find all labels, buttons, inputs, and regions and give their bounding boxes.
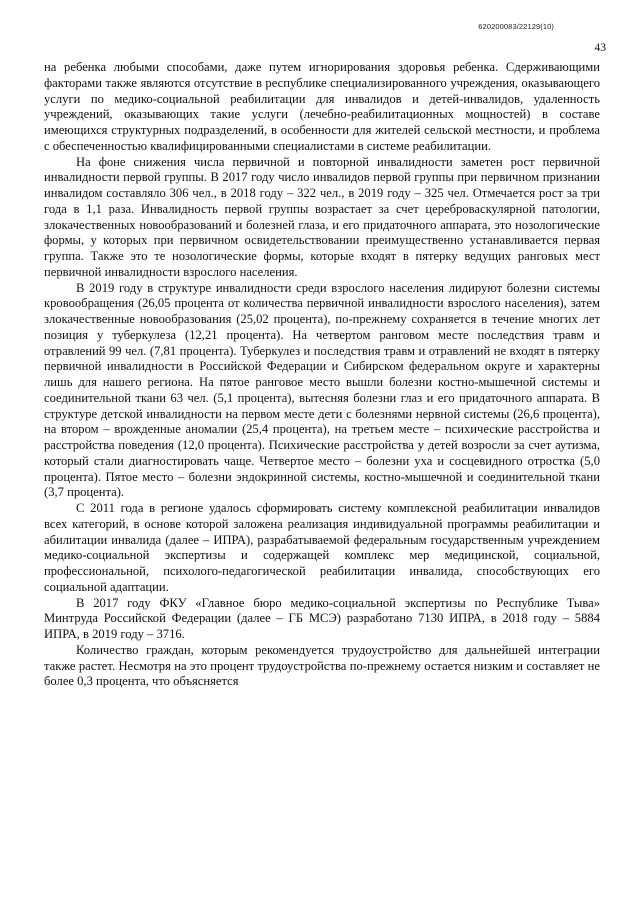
document-id: 620200083/22129(10): [478, 22, 554, 31]
page-number: 43: [594, 42, 606, 54]
paragraph: На фоне снижения числа первичной и повторной инвалидности заметен рост первичной инвалидности первой группы. В 2017 году число инвалидов первой группы при первичном признании инвалидом составляло 306 чел., в 2018 году – 322 чел., в 2019 году – 325 чел. Отмечается рост за три года в 1,1 раза. Инвалидность первой группы возрастает за счет цереброваскулярной патологии, злокачественных новообразований и болезней глаза, и его придаточного аппарата, это нозологические формы, у которых при первичном освидетельствовании преимущественно устанавливается первая группа. Также это те нозологические формы, которые входят в пятерку ведущих ранговых мест первичной инвалидности взрослого населения.: [44, 154, 600, 279]
paragraph-continued: на ребенка любыми способами, даже путем игнорирования здоровья ребенка. Сдерживающими факторами также являются отсутствие в республике специализированного учреждения, оказывающего услуги по медико-социальной реабилитации для инвалидов и детей-инвалидов, удаленность учреждений, оказывающих такие услуги (лечебно-реабилитационных мощностей) в составе имеющихся структурных подразделений, в особенности для жителей сельской местности, и проблема с обеспеченностью квалифицированными специалистами в системе реабилитации.: [44, 60, 600, 153]
paragraph: В 2017 году ФКУ «Главное бюро медико-социальной экспертизы по Республике Тыва» Минтруда Российской Федерации (далее – ГБ МСЭ) разработано 7130 ИПРА, в 2018 году – 5884 ИПРА, в 2019 году – 3716.: [44, 595, 600, 641]
paragraph: Количество граждан, которым рекомендуется трудоустройство для дальнейшей интеграции также растет. Несмотря на это процент трудоустройства по-прежнему остается низким и составляет не более 0,3 процента, что объясняется: [44, 642, 600, 689]
paragraph: В 2019 году в структуре инвалидности среди взрослого населения лидируют болезни системы кровообращения (26,05 процента от количества первичной инвалидности взрослого населения), затем злокачественные новообразования (25,02 процента), по-прежнему сохраняется в течение многих лет позиция у туберкулеза (12,21 процента). На четвертом ранговом месте последствия травм и отравлений 99 чел. (7,81 процента). Туберкулез и последствия травм и отравлений не входят в пятерку первичной инвалидности в Российской Федерации и Сибирском федеральном округе и характерны лишь для нашего региона. На пятое ранговое место вышли болезни костно-мышечной системы и соединительной ткани 63 чел. (5,1 процента), вытесняя болезни глаз и его придаточного аппарата. В структуре детской инвалидности на первом месте дети с болезнями нервной системы (26,6 процента), на втором – врожденные аномалии (25,4 процента), на третьем месте – психические расстройства и расстройства поведения (12,0 процента). Психические расстройства у детей возросли за счет аутизма, который стали диагностировать чаще. Четвертое место – болезни уха и сосцевидного отростка (5,0 процента). Пятое место – болезни эндокринной системы, костно-мышечной и соединительной ткани (3,7 процента).: [44, 280, 600, 500]
paragraph: С 2011 года в регионе удалось сформировать систему комплексной реабилитации инвалидов всех категорий, в основе которой заложена реализация индивидуальной программы реабилитации и абилитации инвалида (далее – ИПРА), разрабатываемой федеральным государственным учреждением медико-социальной экспертизы и содержащей комплекс мер медицинской, социальной, профессиональной, психолого-педагогической реабилитации инвалида, способствующих его социальной адаптации.: [44, 501, 600, 594]
body-text: [44, 60, 600, 690]
